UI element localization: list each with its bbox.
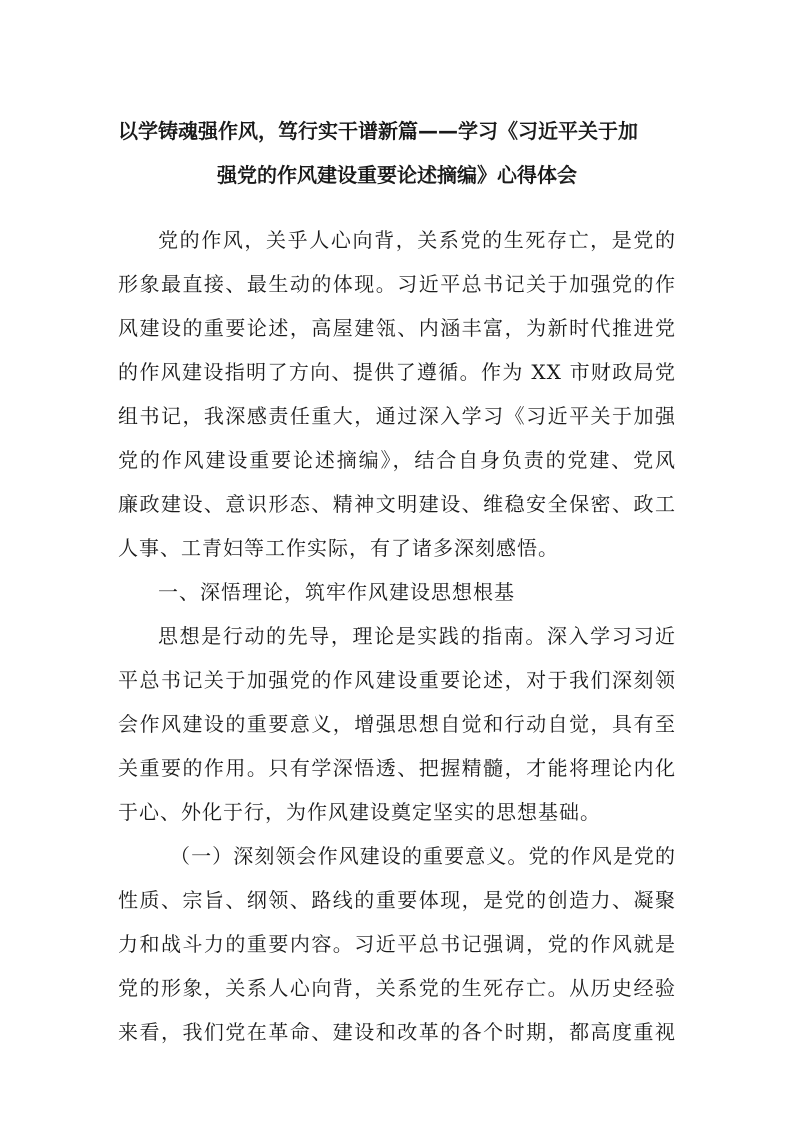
title-line-1: 以学铸魂强作风，笃行实干谱新篇——学习《习近平关于加 bbox=[118, 119, 638, 143]
paragraph-line: 形象最直接、最生动的体现。习近平总书记关于加强党的作 bbox=[118, 272, 676, 296]
paragraph-line: （一）深刻领会作风建设的重要意义。党的作风是党的 bbox=[170, 844, 676, 868]
document-title bbox=[118, 109, 676, 197]
paragraph-line: 的作风建设指明了方向、提供了遵循。作为 XX 市财政局党 bbox=[118, 360, 676, 384]
paragraph-intro bbox=[118, 218, 676, 1054]
paragraph-line: 于心、外化于行，为作风建设奠定坚实的思想基础。 bbox=[118, 800, 601, 824]
paragraph-line: 力和战斗力的重要内容。习近平总书记强调，党的作风就是 bbox=[118, 932, 676, 956]
paragraph-line: 关重要的作用。只有学深悟透、把握精髓，才能将理论内化 bbox=[118, 756, 676, 780]
paragraph-line: 来看，我们党在革命、建设和改革的各个时期，都高度重视 bbox=[118, 1020, 676, 1044]
paragraph-line: 廉政建设、意识形态、精神文明建设、维稳安全保密、政工 bbox=[118, 492, 676, 516]
paragraph-line: 平总书记关于加强党的作风建设重要论述，对于我们深刻领 bbox=[118, 668, 676, 692]
paragraph-line: 思想是行动的先导，理论是实践的指南。深入学习习近 bbox=[158, 624, 676, 648]
paragraph-line: 党的形象，关系人心向背，关系党的生死存亡。从历史经验 bbox=[118, 976, 676, 1000]
paragraph-line: 人事、工青妇等工作实际，有了诸多深刻感悟。 bbox=[118, 536, 559, 560]
paragraph-line: 会作风建设的重要意义，增强思想自觉和行动自觉，具有至 bbox=[118, 712, 676, 736]
paragraph-line: 党的作风建设重要论述摘编》，结合自身负责的党建、党风 bbox=[118, 448, 676, 472]
paragraph-line: 组书记，我深感责任重大，通过深入学习《习近平关于加强 bbox=[118, 404, 676, 428]
paragraph-line: 党的作风，关乎人心向背，关系党的生死存亡，是党的 bbox=[158, 228, 676, 252]
title-line-2: 强党的作风建设重要论述摘编》心得体会 bbox=[217, 163, 577, 187]
section-heading: 一、深悟理论，筑牢作风建设思想根基 bbox=[158, 580, 515, 604]
paragraph-line: 性质、宗旨、纲领、路线的重要体现，是党的创造力、凝聚 bbox=[118, 888, 676, 912]
paragraph-line: 风建设的重要论述，高屋建瓴、内涵丰富，为新时代推进党 bbox=[118, 316, 676, 340]
